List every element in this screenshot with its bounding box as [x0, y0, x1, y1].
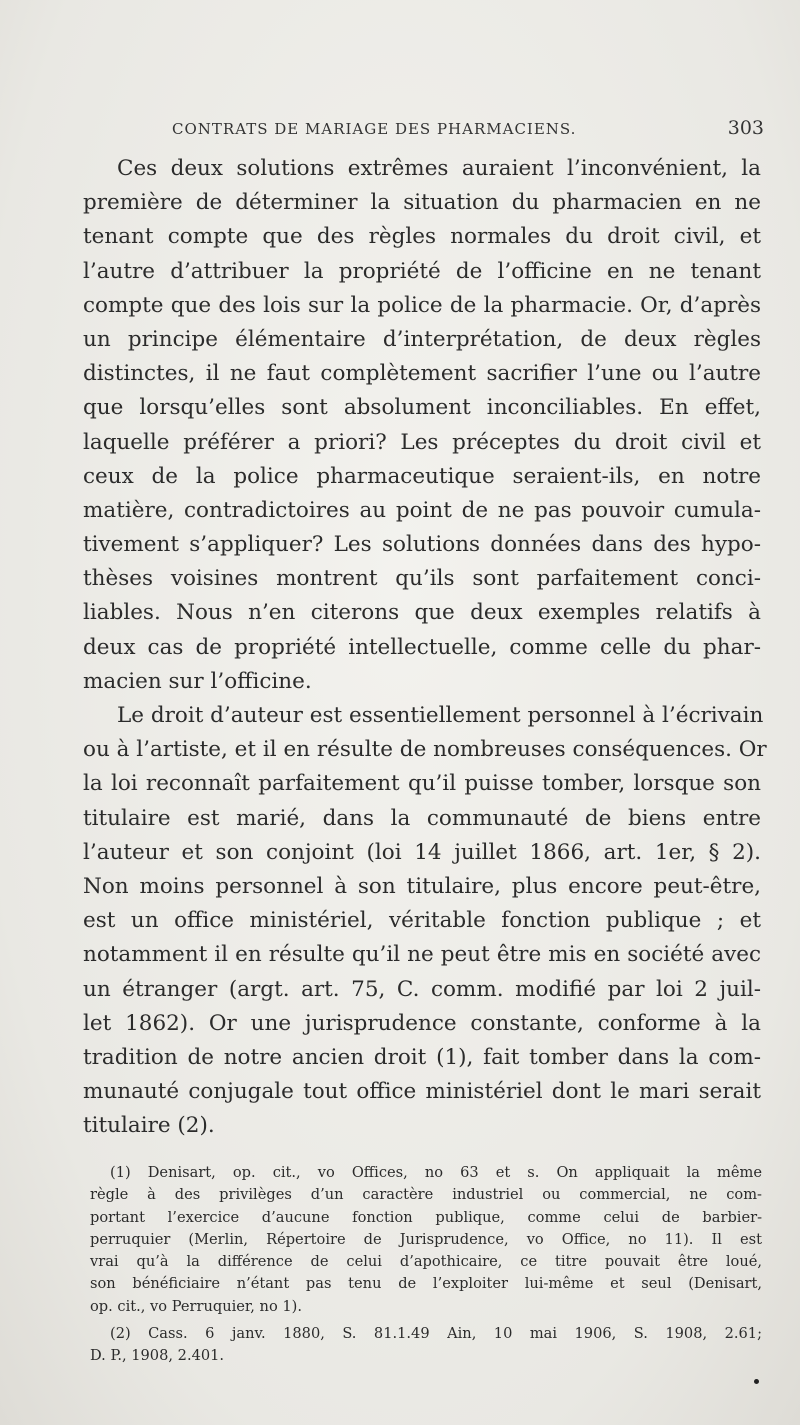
text-line: titulaire (2).	[83, 1113, 215, 1139]
running-title: CONTRATS DE MARIAGE DES PHARMACIENS.	[172, 120, 577, 138]
text-line: titulaire est marié, dans la communauté de biens entre	[83, 805, 761, 831]
footnote-line: op. cit., vo Perruquier, no 1).	[90, 1297, 302, 1315]
footnote-line: règle à des privilèges d’un caractère industriel ou commercial, ne com-	[90, 1186, 762, 1204]
text-line: let 1862). Or une jurisprudence constante, conforme à la	[83, 1010, 761, 1036]
text-line: Le droit d’auteur est essentiellement personnel à l’écrivain	[117, 703, 764, 728]
main-text	[83, 152, 767, 1143]
footnote-line: son bénéficiaire n’étant pas tenu de l’exploiter lui-même et seul (Denisart,	[90, 1275, 762, 1293]
text-line: notamment il en résulte qu’il ne peut être mis en société avec	[83, 942, 761, 968]
ink-spot	[754, 1379, 759, 1384]
text-line: l’auteur et son conjoint (loi 14 juillet 1866, art. 1er, § 2).	[83, 839, 761, 865]
text-line: distinctes, il ne faut complètement sacrifier l’une ou l’autre	[83, 361, 761, 387]
text-line: l’autre d’attribuer la propriété de l’officine en ne tenant	[83, 258, 761, 284]
text-line: un principe élémentaire d’interprétation, de deux règles	[83, 326, 761, 352]
text-line: macien sur l’officine.	[83, 668, 312, 694]
footnote-line: perruquier (Merlin, Répertoire de Jurisprudence, vo Office, no 11). Il est	[90, 1230, 762, 1248]
text-line: thèses voisines montrent qu’ils sont parfaitement conci-	[83, 566, 761, 592]
text-line: compte que des lois sur la police de la pharmacie. Or, d’après	[83, 292, 761, 318]
footnote-line: (2) Cass. 6 janv. 1880, S. 81.1.49 Ain, 10 mai 1906, S. 1908, 2.61;	[110, 1325, 762, 1343]
text-line: un étranger (argt. art. 75, C. comm. modifié par loi 2 juil-	[83, 976, 761, 1002]
text-line: que lorsqu’elles sont absolument inconciliables. En effet,	[83, 395, 761, 421]
text-line: deux cas de propriété intellectuelle, comme celle du phar-	[83, 634, 761, 660]
footnote-line: (1) Denisart, op. cit., vo Offices, no 63 et s. On appliquait la même	[110, 1164, 762, 1181]
text-line: Ces deux solutions extrêmes auraient l’inconvénient, la	[117, 156, 761, 181]
footnote-line: D. P., 1908, 2.401.	[90, 1347, 225, 1365]
footnote-line: portant l’exercice d’aucune fonction publique, comme celui de barbier-	[90, 1208, 762, 1226]
footnote-line: vrai qu’à la différence de celui d’apothicaire, ce titre pouvait être loué,	[90, 1253, 762, 1271]
text-line: ceux de la police pharmaceutique seraient-ils, en notre	[83, 463, 761, 489]
text-line: tivement s’appliquer? Les solutions données dans des hypo-	[83, 532, 761, 558]
page-number: 303	[727, 117, 764, 139]
text-line: liables. Nous n’en citerons que deux exemples relatifs à	[83, 600, 761, 626]
text-line: Non moins personnel à son titulaire, plus encore peut-être,	[83, 873, 761, 899]
text-line: munauté conjugale tout office ministériel dont le mari serait	[83, 1079, 761, 1105]
text-line: matière, contradictoires au point de ne pas pouvoir cumula-	[83, 497, 761, 523]
text-line: la loi reconnaît parfaitement qu’il puisse tomber, lorsque son	[83, 771, 761, 797]
text-line: ou à l’artiste, et il en résulte de nombreuses conséquences. Or	[83, 737, 767, 763]
text-line: tradition de notre ancien droit (1), fait tomber dans la com-	[83, 1044, 761, 1070]
running-header	[172, 117, 764, 139]
footnotes	[90, 1162, 762, 1368]
text-line: tenant compte que des règles normales du droit civil, et	[83, 224, 761, 250]
text-line: première de déterminer la situation du pharmacien en ne	[83, 190, 761, 216]
text-line: laquelle préférer a priori? Les préceptes du droit civil et	[83, 429, 761, 455]
text-line: est un office ministériel, véritable fonction publique ; et	[83, 908, 761, 934]
